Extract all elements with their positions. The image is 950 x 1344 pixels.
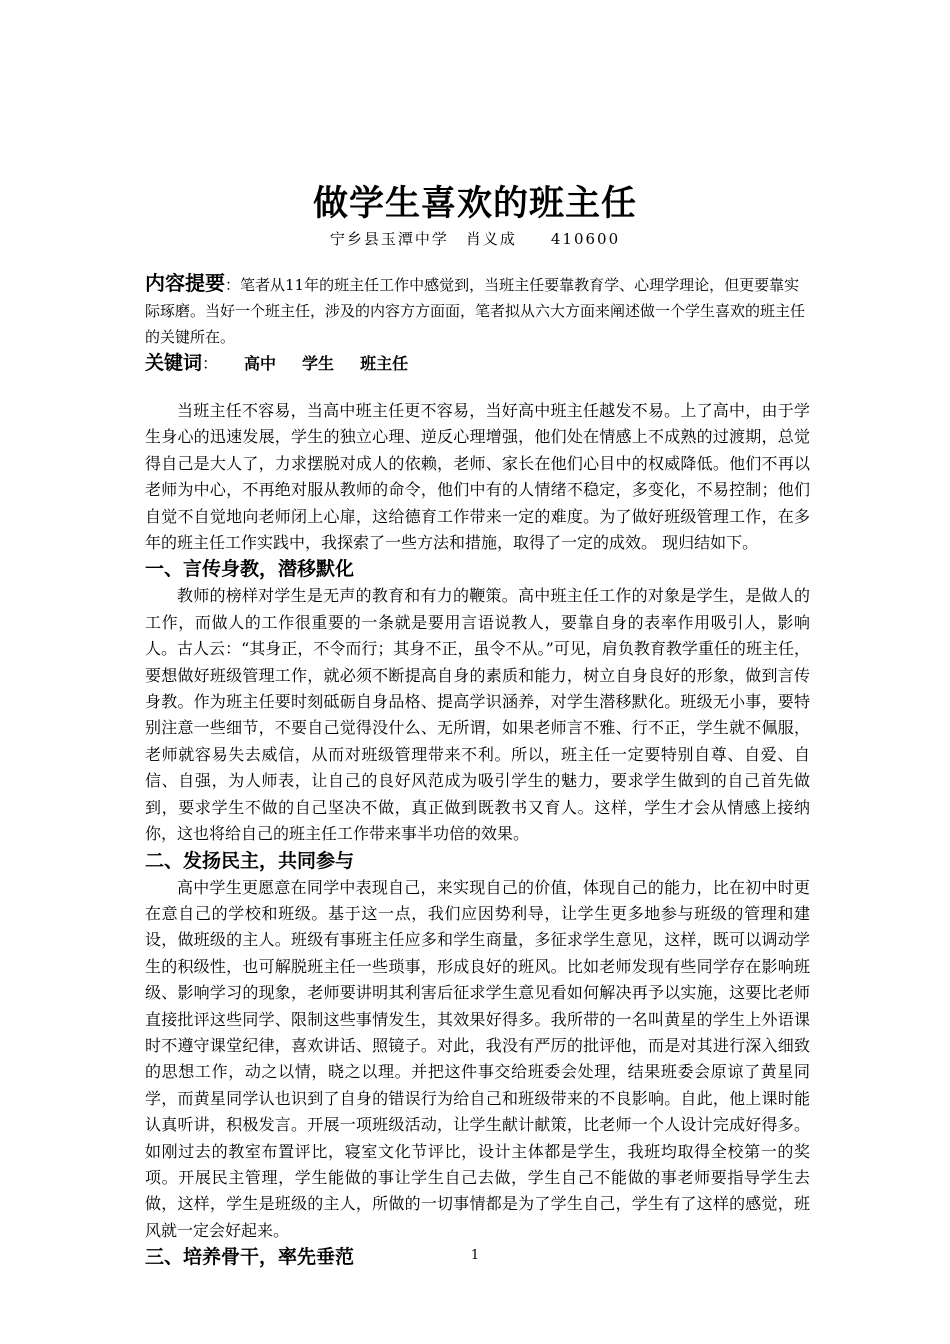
abstract-text: ：笔者从11年的班主任工作中感觉到，当班主任要靠教育学、心理学理论，但更要靠实际琢磨。当好一个班主任，涉及的内容方方面面，笔者拟从六大方面来阐述做一个学生喜欢的班主任的关键所在。 [145, 276, 806, 346]
document-title: 做学生喜欢的班主任 [312, 184, 637, 224]
section-heading-1: 一、言传身教，潜移默化 [145, 558, 355, 581]
keyword: 学生 [302, 354, 335, 373]
document-body [145, 398, 810, 1271]
keyword: 班主任 [360, 354, 409, 373]
keyword: 高中 [244, 354, 277, 373]
section-heading-2: 二、发扬民主，共同参与 [145, 849, 355, 872]
section-heading-3: 三、培养骨干，率先垂范 [145, 1246, 355, 1269]
keywords [145, 348, 408, 375]
intro-paragraph: 当班主任不容易，当高中班主任更不容易，当好高中班主任越发不易。上了高中，由于学生身心的迅速发展，学生的独立心理、逆反心理增强，他们处在情感上不成熟的过渡期，总觉得自己是大人了，力求摆脱对成人的依赖，老师、家长在他们心目中的权威降低。他们不再以老师为中心，不再绝对服从教师的命令，他们中有的人情绪不稳定，多变化，不易控制；他们自觉不自觉地向老师闭上心扉，这给德育工作带来一定的难度。为了做好班级管理工作，在多年的班主任工作实践中，我探索了一些方法和措施，取得了一定的成效。 现归结如下。 [145, 401, 810, 553]
section-paragraph-2: 高中学生更愿意在同学中表现自己，来实现自己的价值，体现自己的能力，比在初中时更在意自己的学校和班级。基于这一点，我们应因势利导，让学生更多地参与班级的管理和建设，做班级的主人。班级有事班主任应多和学生商量，多征求学生意见，这样，既可以调动学生的积级性，也可解脱班主任一些琐事，形成良好的班风。比如老师发现有些同学存在影响班级、影响学习的现象，老师要讲明其利害后征求学生意见看如何解决再予以实施，这要比老师直接批评这些同学、限制这些事情发生，其效果好得多。我所带的一名叫黄星的学生上外语课时不遵守课堂纪律，喜欢讲话、照镜子。对此，我没有严厉的批评他，而是对其进行深入细致的思想工作，动之以情，晓之以理。并把这件事交给班委会处理，结果班委会原谅了黄星同学，而黄星同学认也识到了自身的错误行为给自己和班级带来的不良影响。自此，他上课时能认真听讲，积极发言。开展一项班级活动，让学生献计献策，比老师一个人设计完成好得多。如刚过去的教室布置评比，寝室文化节评比，设计主体都是学生，我班均取得全校第一的奖项。开展民主管理，学生能做的事让学生自己去做，学生自己不能做的事老师要指导学生去做，这样，学生是班级的主人，所做的一切事情都是为了学生自己，学生有了这样的感觉，班风就一定会好起来。 [145, 877, 810, 1240]
page-number: 1 [470, 1248, 480, 1263]
keywords-colon: ： [202, 354, 219, 373]
section-paragraph-1: 教师的榜样对学生是无声的教育和有力的鞭策。高中班主任工作的对象是学生，是做人的工作，而做人的工作很重要的一条就是要用言语说教人，要靠自身的表率作用吸引人，影响人。古人云：“其身正，不令而行；其身不正，虽令不从。”可见，肩负教育教学重任的班主任，要想做好班级管理工作，就必须不断提高自身的素质和能力，树立自身良好的形象，做到言传身教。作为班主任要时刻砥砺自身品格、提高学识涵养，对学生潜移默化。班级无小事，要特别注意一些细节，不要自己觉得没什么、无所谓，如果老师言不雅、行不正，学生就不佩服，老师就容易失去威信，从而对班级管理带来不利。所以，班主任一定要特别自尊、自爱、自信、自强，为人师表，让自己的良好风范成为吸引学生的魅力，要求学生做到的自己首先做到，要求学生不做的自己坚决不做，真正做到既教书又育人。这样，学生才会从情感上接纳你，这也将给自己的班主任工作带来事半功倍的效果。 [145, 586, 810, 844]
abstract [145, 270, 810, 350]
abstract-label: 内容提要 [145, 271, 225, 295]
keywords-label: 关键词 [145, 352, 203, 374]
author-line: 宁乡县玉潭中学 肖义成 410600 [329, 230, 621, 248]
